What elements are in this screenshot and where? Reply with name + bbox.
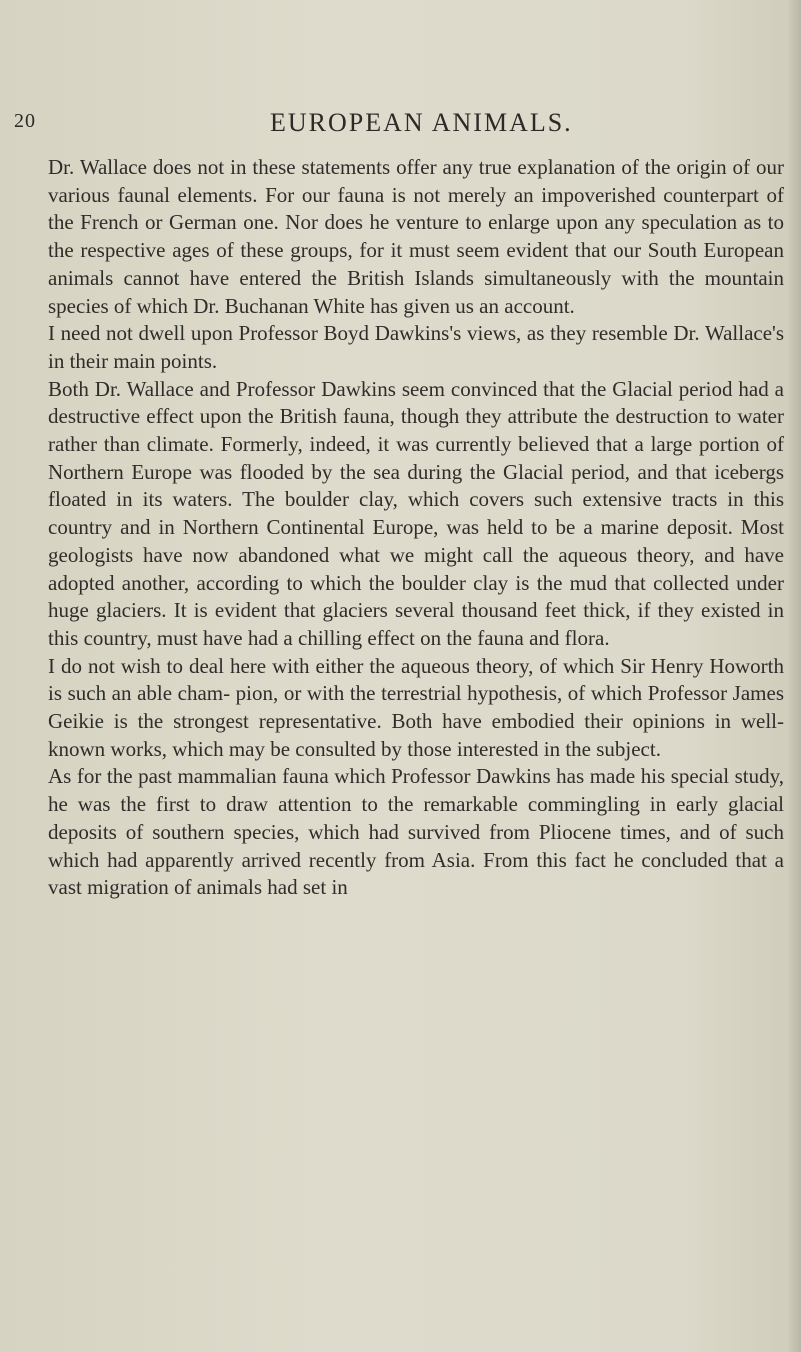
page-edge-shadow <box>787 0 801 1352</box>
paragraph: I need not dwell upon Professor Boyd Dawkins's views, as they resemble Dr. Wallace's in their main points. <box>48 321 784 373</box>
paragraph: Dr. Wallace does not in these statements offer any true explanation of the origin of our various faunal elements. For our fauna is not merely an impoverished counterpart of the French or German one. Nor does he venture to enlarge upon any speculation as to the respective ages of these groups, for it must seem evident that our South European animals cannot have entered the British Islands simultaneously with the mountain species of which Dr. Buchanan White has given us an account. <box>48 155 784 318</box>
paragraph: As for the past mammalian fauna which Professor Dawkins has made his special study, he was the first to draw attention to the remarkable commingling in early glacial deposits of southern species, which had survived from Pliocene times, and of such which had apparently arrived recently from Asia. From this fact he concluded that a vast migration of animals had set in <box>48 764 784 900</box>
paragraph: I do not wish to deal here with either the aqueous theory, of which Sir Henry Howorth is such an able cham- pion, or with the terrestrial hypothesis, of which Professor James Geikie is the strongest representative. Both have embodied their opinions in well-known works, which may be consulted by those interested in the subject. <box>48 653 784 761</box>
page-number: 20 <box>14 110 36 132</box>
paragraph: Both Dr. Wallace and Professor Dawkins seem convinced that the Glacial period had a destructive effect upon the British fauna, though they attribute the destruction to water rather than climate. Formerly, indeed, it was currently believed that a large portion of Northern Europe was flooded by the sea during the Glacial period, and that icebergs floated in its waters. The boulder clay, which covers such extensive tracts in this country and in Northern Continental Europe, was held to be a marine deposit. Most geologists have now abandoned what we might call the aqueous theory, and have adopted another, according to which the boulder clay is the mud that collected under huge glaciers. It is evident that glaciers several thousand feet thick, if they existed in this country, must have had a chilling effect on the fauna and flora. <box>48 376 784 650</box>
running-head: EUROPEAN ANIMALS. <box>270 108 573 137</box>
page-header <box>0 100 801 140</box>
body-text <box>48 154 784 902</box>
